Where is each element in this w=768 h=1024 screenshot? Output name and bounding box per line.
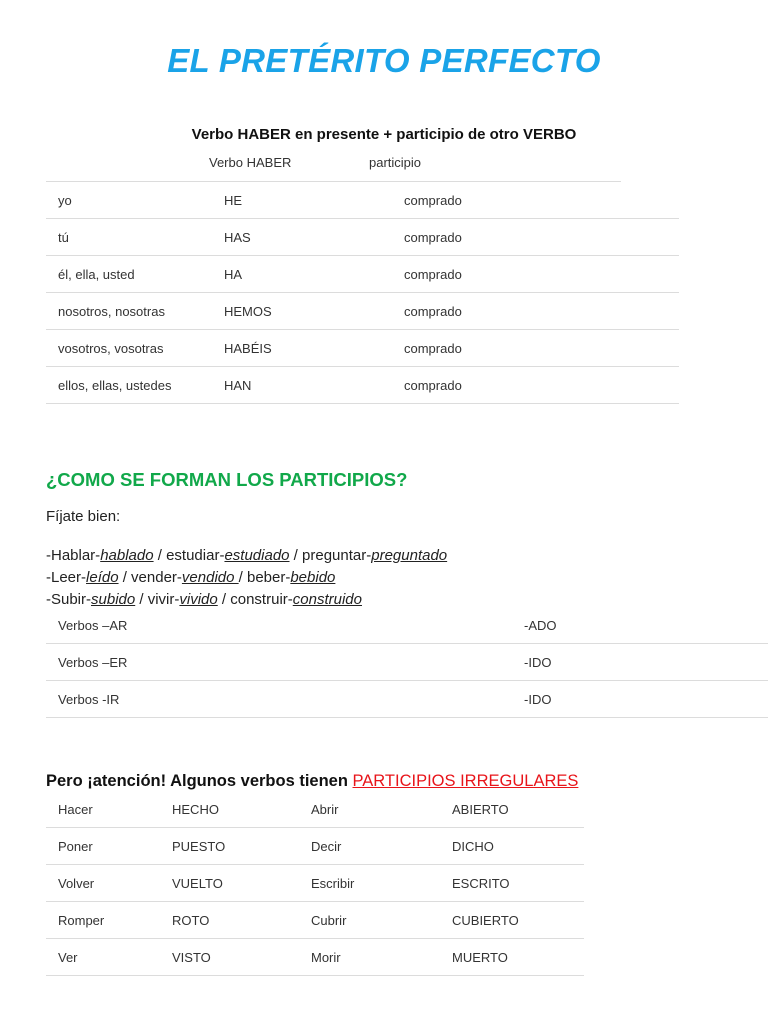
participle-cell: VISTO xyxy=(160,939,299,976)
participle-examples xyxy=(46,545,447,611)
verb-prefix: -Leer- xyxy=(46,569,87,586)
table-row xyxy=(46,367,679,404)
haber-cell: HABÉIS xyxy=(212,330,392,367)
participle-example: estudiado xyxy=(224,547,290,564)
irregular-lead: Pero ¡atención! Algunos verbos tienen xyxy=(46,772,353,790)
page-title: EL PRETÉRITO PERFECTO xyxy=(167,42,601,79)
table-row xyxy=(46,607,768,644)
pronoun-cell: él, ella, usted xyxy=(46,256,212,293)
haber-cell: HAN xyxy=(212,367,392,404)
verb-prefix: / beber- xyxy=(238,569,291,586)
verb-prefix: -Subir- xyxy=(46,591,92,608)
endings-table xyxy=(46,607,768,718)
verb-cell: Volver xyxy=(46,865,160,902)
verb-cell: Romper xyxy=(46,902,160,939)
participle-cell: ROTO xyxy=(160,902,299,939)
intro-text: Fíjate bien: xyxy=(46,508,121,525)
verb-prefix: / construir- xyxy=(217,591,293,608)
ending-cell: -IDO xyxy=(512,681,768,718)
table-row xyxy=(46,902,584,939)
haber-cell: HAS xyxy=(212,219,392,256)
verb-group-cell: Verbos -IR xyxy=(46,681,512,718)
verb-group-cell: Verbos –AR xyxy=(46,607,512,644)
pronoun-cell: ellos, ellas, ustedes xyxy=(46,367,212,404)
participle-cell: HECHO xyxy=(160,791,299,828)
participle-cell: PUESTO xyxy=(160,828,299,865)
participle-example: vendido xyxy=(181,569,239,586)
verb-cell: Cubrir xyxy=(299,902,440,939)
irregular-heading xyxy=(46,772,578,791)
verb-cell: Poner xyxy=(46,828,160,865)
example-line xyxy=(46,545,447,567)
pronoun-cell: yo xyxy=(46,182,212,219)
pronoun-cell: vosotros, vosotras xyxy=(46,330,212,367)
participle-example: subido xyxy=(91,591,136,608)
verb-cell: Abrir xyxy=(299,791,440,828)
participle-example: hablado xyxy=(100,547,154,564)
table-row xyxy=(46,293,679,330)
participle-example: preguntado xyxy=(371,547,448,564)
verb-prefix: / vender- xyxy=(118,569,182,586)
participle-cell: ABIERTO xyxy=(440,791,584,828)
table-row xyxy=(46,791,584,828)
pronoun-cell: nosotros, nosotras xyxy=(46,293,212,330)
participle-cell: DICHO xyxy=(440,828,584,865)
table-row xyxy=(46,330,679,367)
verb-prefix: / estudiar- xyxy=(153,547,225,564)
participle-cell: ESCRITO xyxy=(440,865,584,902)
participle-cell: comprado xyxy=(392,293,679,330)
ending-cell: -ADO xyxy=(512,607,768,644)
table-row xyxy=(46,939,584,976)
participle-cell: comprado xyxy=(392,330,679,367)
participles-heading: ¿COMO SE FORMAN LOS PARTICIPIOS? xyxy=(46,469,408,490)
haber-cell: HE xyxy=(212,182,392,219)
ending-cell: -IDO xyxy=(512,644,768,681)
table-row xyxy=(46,256,679,293)
participle-cell: comprado xyxy=(392,182,679,219)
participle-cell: CUBIERTO xyxy=(440,902,584,939)
table-row xyxy=(46,644,768,681)
verb-prefix: / preguntar- xyxy=(289,547,372,564)
participle-example: bebido xyxy=(290,569,336,586)
pronoun-cell: tú xyxy=(46,219,212,256)
verb-cell: Hacer xyxy=(46,791,160,828)
haber-subtitle: Verbo HABER en presente + participio de otro VERBO xyxy=(191,126,577,143)
verb-cell: Decir xyxy=(299,828,440,865)
verb-cell: Morir xyxy=(299,939,440,976)
verb-cell: Escribir xyxy=(299,865,440,902)
table-row xyxy=(46,828,584,865)
col-header-haber: Verbo HABER xyxy=(209,155,292,170)
table-row xyxy=(46,681,768,718)
verb-cell: Ver xyxy=(46,939,160,976)
participle-cell: MUERTO xyxy=(440,939,584,976)
participle-cell: comprado xyxy=(392,219,679,256)
example-line xyxy=(46,567,447,589)
table-row xyxy=(46,219,679,256)
participle-cell: comprado xyxy=(392,367,679,404)
participle-cell: VUELTO xyxy=(160,865,299,902)
table-row xyxy=(46,182,679,219)
participle-example: leído xyxy=(86,569,119,586)
table-row xyxy=(46,865,584,902)
haber-conjugation-table xyxy=(46,182,679,404)
col-header-participio: participio xyxy=(369,155,422,170)
haber-cell: HEMOS xyxy=(212,293,392,330)
irregular-participles-table xyxy=(46,791,584,976)
participle-example: vivido xyxy=(179,591,218,608)
participle-example: construido xyxy=(292,591,362,608)
haber-cell: HA xyxy=(212,256,392,293)
verb-group-cell: Verbos –ER xyxy=(46,644,512,681)
verb-prefix: / vivir- xyxy=(135,591,180,608)
verb-prefix: -Hablar- xyxy=(46,547,101,564)
irregular-highlight: PARTICIPIOS IRREGULARES xyxy=(352,772,579,790)
participle-cell: comprado xyxy=(392,256,679,293)
